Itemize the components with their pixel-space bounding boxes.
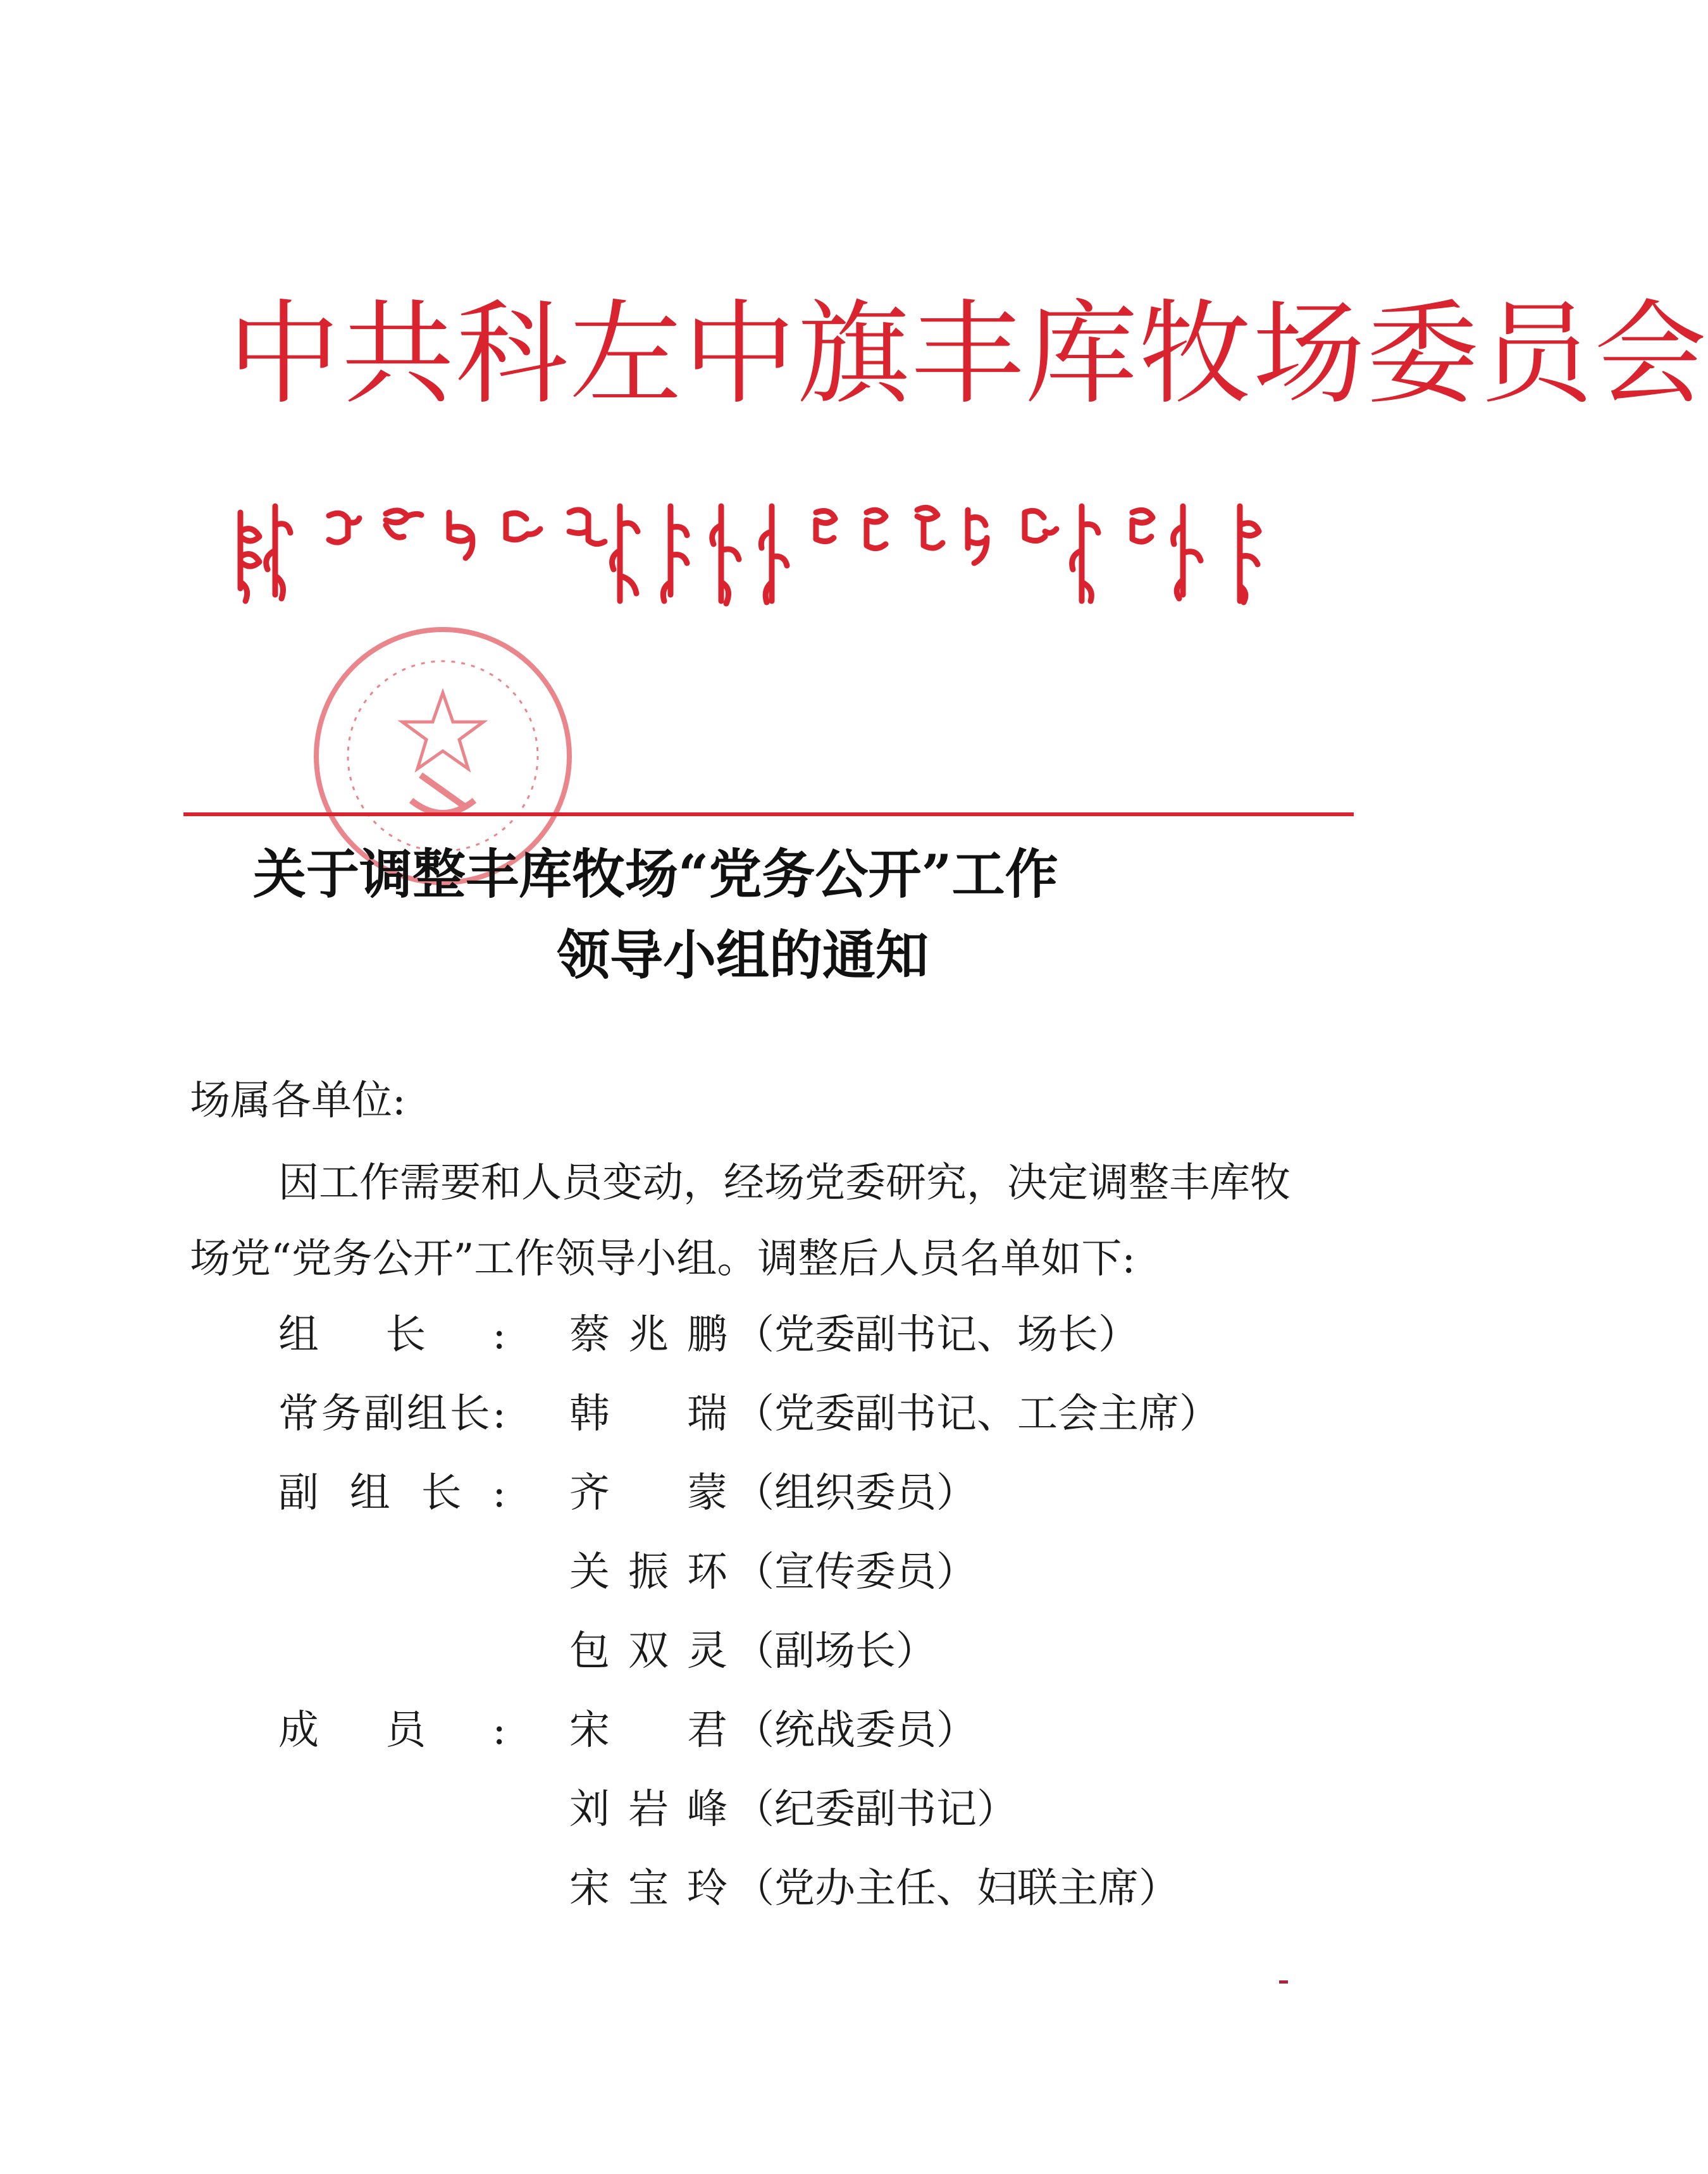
notice-title-line2: 领导小组的通知 xyxy=(557,924,929,986)
member-role: 成员: xyxy=(278,1707,506,1754)
body-paragraph-line2: 场党“党务公开”工作领导小组。调整后人员名单如下: xyxy=(190,1236,1136,1283)
member-position: （党办主任、妇联主席） xyxy=(734,1865,1179,1912)
salutation: 场属各单位: xyxy=(190,1078,406,1124)
member-role: 常务副组长: xyxy=(278,1391,506,1438)
notice-title-line1: 关于调整丰库牧场“党务公开”工作 xyxy=(253,843,1058,905)
member-role: 组长: xyxy=(278,1312,506,1358)
body-paragraph-line1: 因工作需要和人员变动，经场党委研究，决定调整丰库牧 xyxy=(278,1160,1290,1207)
member-name: 宋君 xyxy=(569,1707,727,1754)
member-role: 副组长: xyxy=(278,1470,506,1517)
member-position: （副场长） xyxy=(734,1628,936,1675)
mongolian-script-graphic xyxy=(228,487,1316,614)
member-position: （宣传委员） xyxy=(734,1549,977,1596)
mongolian-script-header xyxy=(228,487,1316,614)
member-name: 蔡兆鹏 xyxy=(569,1312,727,1358)
member-name: 关振环 xyxy=(569,1549,727,1596)
member-position: （组织委员） xyxy=(734,1470,977,1517)
header-divider xyxy=(183,812,1354,816)
member-name: 包双灵 xyxy=(569,1628,727,1675)
member-name: 韩瑞 xyxy=(569,1391,727,1438)
member-position: （纪委副书记） xyxy=(734,1786,1017,1833)
member-name: 刘岩峰 xyxy=(569,1786,727,1833)
member-name: 齐蒙 xyxy=(569,1470,727,1517)
party-seal-stamp-icon xyxy=(285,617,601,870)
member-name: 宋宝玲 xyxy=(569,1865,727,1912)
organization-header: 中共科左中旗丰库牧场委员会 xyxy=(228,289,1708,419)
notice-title xyxy=(164,834,1240,996)
seal-graphic xyxy=(285,617,601,870)
member-position: （党委副书记、工会主席） xyxy=(734,1391,1220,1438)
member-position: （统战委员） xyxy=(734,1707,977,1754)
ink-mark xyxy=(1279,1980,1288,1984)
member-position: （党委副书记、场长） xyxy=(734,1312,1139,1358)
